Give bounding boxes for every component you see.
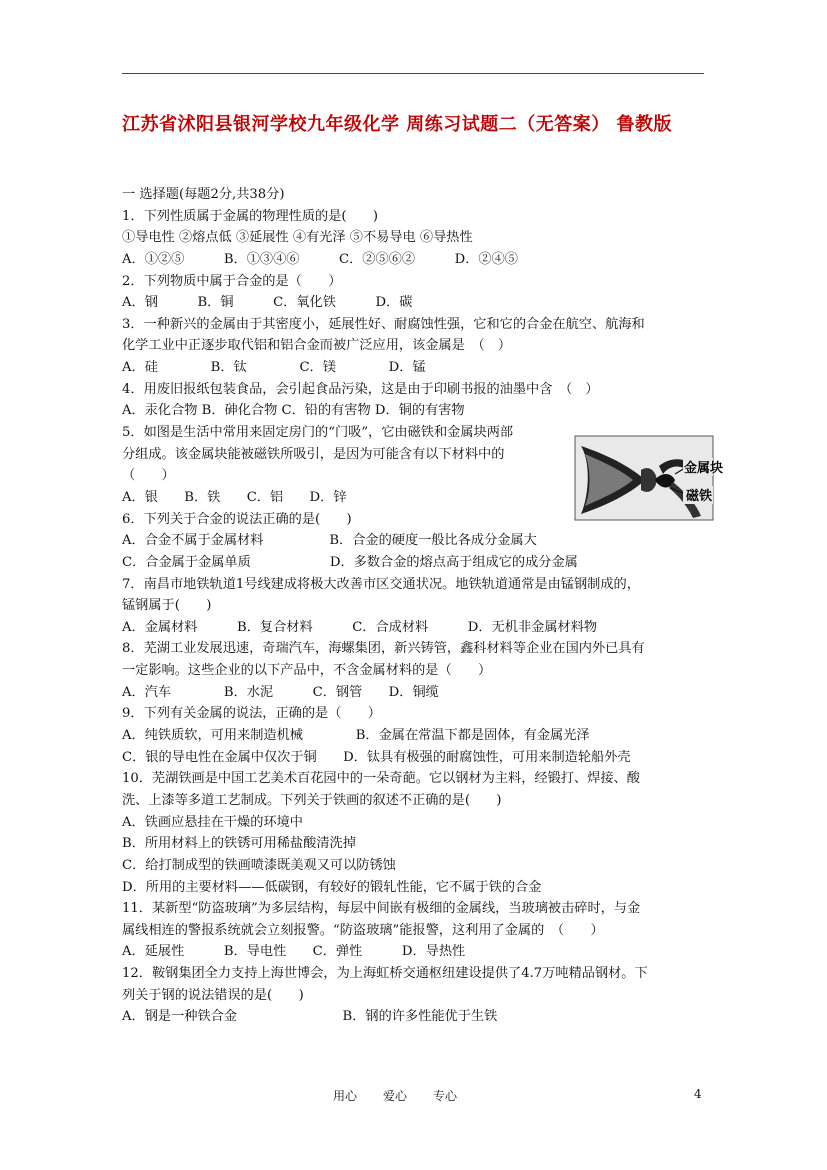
text-line: C．银的导电性在金属中仅次于铜 D．钛具有极强的耐腐蚀性，可用来制造轮船外壳 [122,749,631,765]
page-footer [0,1087,827,1103]
text-line: C．给打制成型的铁画喷漆既美观又可以防锈蚀 [122,857,396,873]
text-line: C．合金属于金属单质 D．多数合金的熔点高于组成它的成分金属 [122,554,578,570]
text-line: ①导电性 ②熔点低 ③延展性 ④有光泽 ⑤不易导电 ⑥导热性 [122,230,473,246]
text-line: A．汽车 B．水泥 C．钢管 D．铜缆 [122,684,439,700]
text-line: A．①②⑤ B．①③④⑥ C．②⑤⑥② D．②④⑤ [122,251,518,267]
text-line: 5．如图是生活中常用来固定房门的“门吸”，它由磁铁和金属块两部 [122,425,514,441]
text-line: 化学工业中正逐步取代铝和铝合金而被广泛应用，该金属是 （ ） [122,338,512,354]
text-line: 12．鞍钢集团全力支持上海世博会，为上海虹桥交通枢纽建设提供了4.7万吨精品钢材。下 [122,966,648,982]
text-line: B．所用材料上的铁锈可用稀盐酸清洗掉 [122,836,356,852]
text-line: 洗、上漆等多道工艺制成。下列关于铁画的叙述不正确的是( ) [122,792,502,808]
text-line: A．铁画应悬挂在干燥的环境中 [122,814,303,830]
text-line: 分组成。该金属块能被磁铁所吸引，是因为可能含有以下材料中的 [122,446,505,462]
text-line: A．银 B．铁 C．铝 D．锌 [122,489,347,505]
text-line: A．硅 B．钛 C．镁 D．锰 [122,360,426,376]
text-line: （ ） [122,468,175,484]
text-line: 8．芜湖工业发展迅速，奇瑞汽车，海螺集团，新兴铸管，鑫科材料等企业在国内外已具有 [122,641,645,657]
text-line: A．合金不属于金属材料 B．合金的硬度一般比各成分金属大 [122,533,537,549]
section-heading: 一 选择题(每题2分,共38分) [122,187,285,202]
question-body [122,184,722,1028]
page-number: 4 [694,1087,702,1101]
text-line: A．金属材料 B．复合材料 C．合成材料 D．无机非金属材料物 [122,619,598,635]
text-line: 一定影响。这些企业的以下产品中，不含金属材料的是（ ） [122,663,492,679]
text-line: 2．下列物质中属于合金的是（ ） [122,273,342,289]
figure-label-metal-block: 金属块 [684,461,724,476]
text-line: A．纯铁质软，可用来制造机械 B．金属在常温下都是固体，有金属光泽 [122,728,590,744]
text-line: A．汞化合物 B．砷化合物 C．铅的有害物 D．铜的有害物 [122,403,465,419]
text-line: 6．下列关于合金的说法正确的是( ) [122,511,352,527]
text-line: 11．某新型“防盗玻璃”为多层结构，每层中间嵌有极细的金属线，当玻璃被击碎时，与金 [122,901,641,917]
document-title: 江苏省沭阳县银河学校九年级化学 周练习试题二（无答案） 鲁教版 [122,114,673,135]
figure-label-magnet: 磁铁 [686,489,713,504]
text-line: A．钢是一种铁合金 B．钢的许多性能优于生铁 [122,1009,498,1025]
text-line: 7．南昌市地铁轨道1号线建成将极大改善市区交通状况。地铁轨道通常是由锰钢制成的， [122,576,640,592]
text-line: 1．下列性质属于金属的物理性质的是( ) [122,208,379,224]
footer-item: 用心 [333,1089,358,1103]
text-line: A．钢 B．铜 C．氧化铁 D．碳 [122,295,413,311]
footer-item: 专心 [433,1089,458,1103]
text-line: 列关于钢的说法错误的是( ) [122,987,304,1003]
door-stopper-figure [575,436,724,520]
text-line: D．所用的主要材料——低碳钢，有较好的锻轧性能，它不属于铁的合金 [122,879,542,895]
footer-motto [333,1087,483,1104]
text-line: 3．一种新兴的金属由于其密度小，延展性好、耐腐蚀性强，它和它的合金在航空、航海和 [122,316,645,332]
text-line: 9．下列有关金属的说法，正确的是（ ） [122,706,381,722]
footer-item: 爱心 [383,1089,408,1103]
text-line: 锰钢属于( ) [122,598,212,614]
text-line: 4．用废旧报纸包装食品，会引起食品污染，这是由于印刷书报的油墨中含 （ ） [122,381,599,397]
text-line: 属线相连的警报系统就会立刻报警。“防盗玻璃”能报警，这利用了金属的 （ ） [122,922,604,938]
text-line: 10．芜湖铁画是中国工艺美术百花园中的一朵奇葩。它以钢材为主料，经锻打、焊接、酸 [122,771,640,787]
header-rule [122,73,704,74]
text-line: A．延展性 B．导电性 C．弹性 D．导热性 [122,944,466,960]
